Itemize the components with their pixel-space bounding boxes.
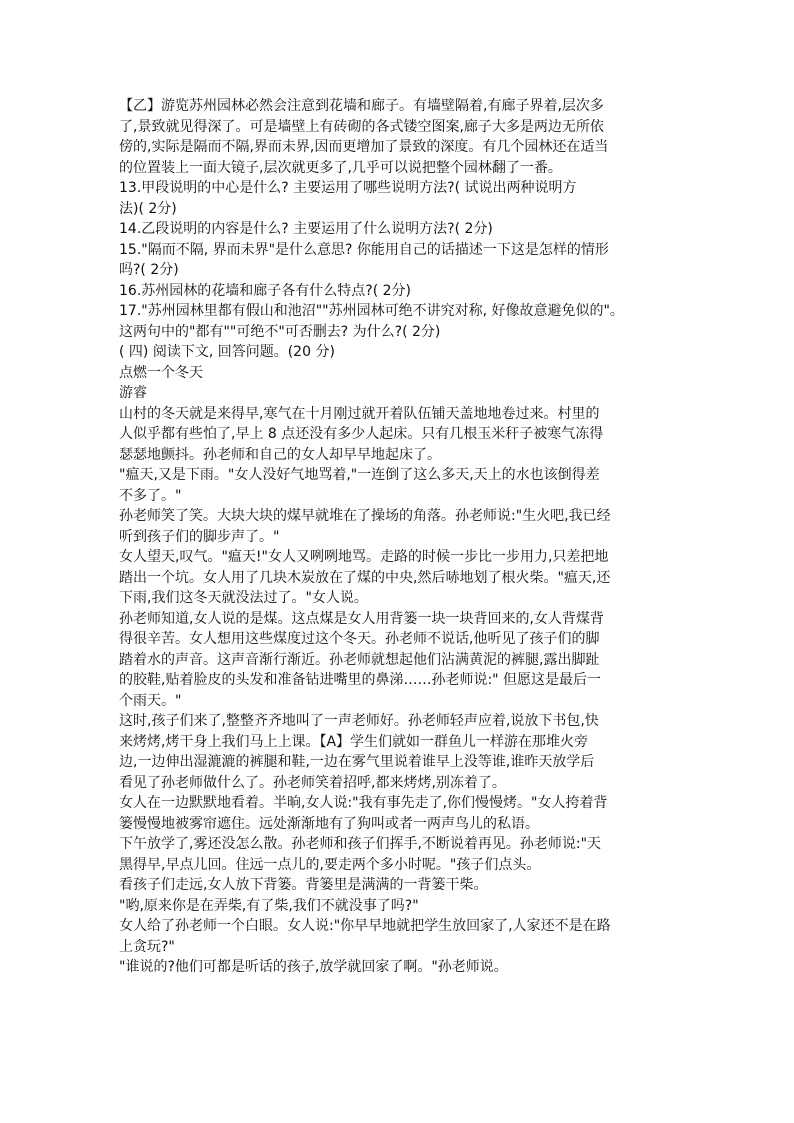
text-line: 看孩子们走远,女人放下背篓。背篓里是满满的一背篓干柴。 <box>119 877 488 893</box>
text-line: 女人在一边默默地看着。半晌,女人说:"我有事先走了,你们慢慢烤。"女人挎着背 <box>119 795 608 811</box>
story-author: 游睿 <box>119 385 147 401</box>
story-title: 点燃一个冬天 <box>119 364 203 381</box>
text-line: 看见了孙老师做什么了。孙老师笑着招呼,都来烤烤,别冻着了。 <box>119 774 506 791</box>
text-line: "哟,原来你是在弄柴,有了柴,我们不就没事了吗?" <box>119 897 419 914</box>
text-line: 女人望天,叹气。"瘟天!"女人又咧咧地骂。走路的时候一步比一步用力,只差把地 <box>119 549 609 565</box>
text-line: 【乙】游览苏州园林必然会注意到花墙和廊子。有墙壁隔着,有廊子界着,层次多 <box>119 98 604 114</box>
text-line: "瘟天,又是下雨。"女人没好气地骂着,"一连倒了这么多天,天上的水也该倒得差 <box>119 467 600 483</box>
text-line: 听到孩子们的脚步声了。" <box>119 528 280 545</box>
question-13-cont: 法)( 2分) <box>119 200 177 217</box>
text-line: 下雨,我们这冬天就没法过了。"女人说。 <box>119 590 368 606</box>
question-13: 13.甲段说明的中心是什么? 主要运用了哪些说明方法?( 试说出两种说明方 <box>119 180 577 196</box>
text-line: 的位置装上一面大镜子,层次就更多了,几乎可以说把整个园林翻了一番。 <box>119 159 562 176</box>
text-line: 上贪玩?" <box>119 938 175 955</box>
text-line: 不多了。" <box>119 487 182 504</box>
question-14: 14.乙段说明的内容是什么? 主要运用了什么说明方法?( 2分) <box>119 221 493 237</box>
section-heading: ( 四) 阅读下文, 回答问题。(20 分) <box>119 344 335 360</box>
text-line: 孙老师笑了笑。大块大块的煤早就堆在了操场的角落。孙老师说:"生火吧,我已经 <box>119 508 611 524</box>
text-line: 这时,孩子们来了,整整齐齐地叫了一声老师好。孙老师轻声应着,说放下书包,快 <box>119 713 599 729</box>
text-line: 边,一边伸出湿漉漉的裤腿和鞋,一边在雾气里说着谁早上没等谁,谁昨天放学后 <box>119 754 595 770</box>
text-line: 个雨天。" <box>119 692 182 709</box>
text-line: "谁说的?他们可都是听话的孩子,放学就回家了啊。"孙老师说。 <box>119 959 508 975</box>
text-line: 踏着水的声音。这声音渐行渐近。孙老师就想起他们沾满黄泥的裤腿,露出脚趾 <box>119 651 600 668</box>
text-line: 瑟瑟地颤抖。孙老师和自己的女人却早早地起床了。 <box>119 446 441 463</box>
text-line: 篓慢慢地被雾帘遮住。远处渐渐地有了狗叫或者一两声鸟儿的私语。 <box>119 815 539 832</box>
question-15-cont: 吗?( 2分) <box>119 262 179 278</box>
text-line: 女人给了孙老师一个白眼。女人说:"你早早地就把学生放回家了,人家还不是在路 <box>119 918 611 934</box>
text-line: 人似乎都有些怕了,早上 8 点还没有多少人起床。只有几根玉米秆子被寒气冻得 <box>119 426 604 442</box>
text-line: 得很辛苦。女人想用这些煤度过这个冬天。孙老师不说话,他听见了孩子们的脚 <box>119 631 600 647</box>
question-17-cont: 这两句中的"都有""可绝不"可否删去? 为什么?( 2分) <box>119 323 441 340</box>
question-16: 16.苏州园林的花墙和廊子各有什么特点?( 2分) <box>119 282 411 299</box>
question-15: 15."隔而不隔, 界而未界"是什么意思? 你能用自己的话描述一下这是怎样的情形 <box>119 241 609 258</box>
text-line: 傍的,实际是隔而不隔,界而未界,因而更增加了景致的深度。有几个园林还在适当 <box>119 139 609 155</box>
text-line: 下午放学了,雾还没怎么散。孙老师和孩子们挥手,不断说着再见。孙老师说:"天 <box>119 836 602 852</box>
text-line: 山村的冬天就是来得早,寒气在十月刚过就开着队伍铺天盖地地卷过来。村里的 <box>119 405 600 422</box>
document-body <box>119 96 679 978</box>
text-line: 孙老师知道,女人说的是煤。这点煤是女人用背篓一块一块背回来的,女人背煤背 <box>119 610 604 627</box>
text-line: 黑得早,早点儿回。住远一点儿的,要走两个多小时呢。"孩子们点头。 <box>119 856 541 873</box>
text-line: 的胶鞋,贴着脸皮的头发和准备钻进嘴里的鼻涕……孙老师说:" 但愿这是最后一 <box>119 672 602 688</box>
text-line: 踏出一个坑。女人用了几块木炭放在了煤的中央,然后哧地划了根火柴。"瘟天,还 <box>119 569 611 586</box>
text-line: 了,景致就见得深了。可是墙壁上有砖砌的各式镂空图案,廊子大多是两边无所依 <box>119 118 604 135</box>
text-line: 来烤烤,烤干身上我们马上上课。【A】学生们就如一群鱼儿一样游在那堆火旁 <box>119 733 589 750</box>
question-17: 17."苏州园林里都有假山和池沼""苏州园林可绝不讲究对称, 好像故意避免似的"。 <box>119 303 624 319</box>
